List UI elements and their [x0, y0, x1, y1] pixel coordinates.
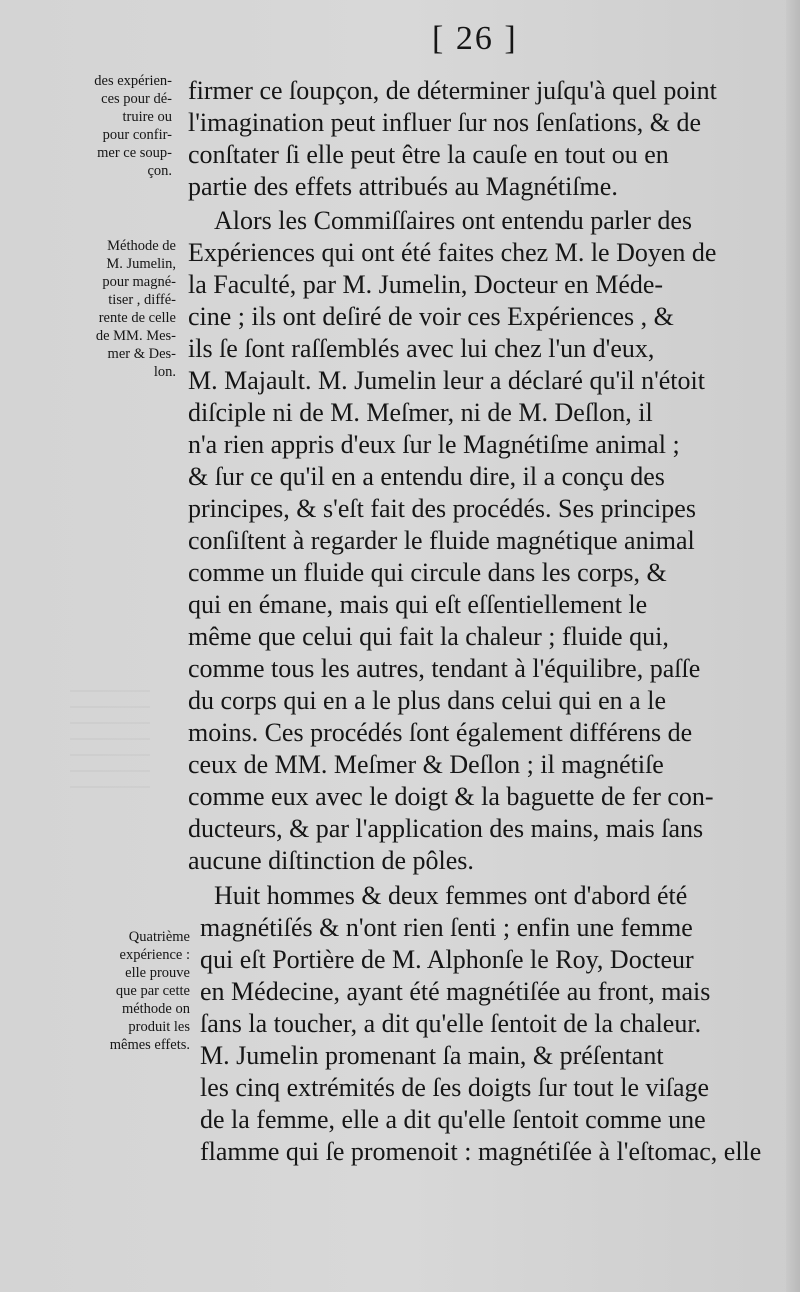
text-line: l'imagination peut influer ſur nos ſenſations, & de [188, 108, 702, 137]
text-line: M. Jumelin promenant ſa main, & préſentant [200, 1041, 664, 1070]
text-line: qui eſt Portière de M. Alphonſe le Roy, Docteur [200, 945, 694, 974]
page-number: [ 26 ] [432, 20, 518, 57]
text-line: magnétiſés & n'ont rien ſenti ; enfin une femme [200, 913, 693, 942]
text-line: Expériences qui ont été faites chez M. le Doyen de [188, 238, 717, 267]
text-line: comme un fluide qui circule dans les corps, & [188, 558, 667, 587]
text-line: qui en émane, mais qui eſt eſſentiellement le [188, 590, 648, 619]
text-line: cine ; ils ont deſiré de voir ces Expériences , & [188, 302, 674, 331]
text-line: comme eux avec le doigt & la baguette de fer con- [188, 782, 714, 811]
text-line: même que celui qui fait la chaleur ; fluide qui, [188, 622, 669, 651]
text-line: flamme qui ſe promenoit : magnétiſée à l'eſtomac, elle [200, 1137, 762, 1166]
margin-note-1: des expérien- ces pour dé- truire ou pour confir- mer ce soup- çon. [94, 73, 172, 179]
text-line: aucune diſtinction de pôles. [188, 846, 474, 875]
text-line: ſans la toucher, a dit qu'elle ſentoit de la chaleur. [200, 1009, 702, 1038]
text-line: partie des effets attribués au Magnétiſme. [188, 172, 618, 201]
text-line: n'a rien appris d'eux ſur le Magnétiſme animal ; [188, 430, 680, 459]
text-line: du corps qui en a le plus dans celui qui en a le [188, 686, 666, 715]
text-line: M. Majault. M. Jumelin leur a déclaré qu'il n'étoit [188, 366, 705, 395]
text-line: Alors les Commiſſaires ont entendu parler des [214, 206, 693, 235]
text-line: diſciple ni de M. Meſmer, ni de M. Deſlon, il [188, 398, 653, 427]
margin-note-2: Méthode de M. Jumelin, pour magné- tiser , diffé- rente de celle de MM. Mes- mer & Des- lon. [95, 238, 176, 380]
text-line: moins. Ces procédés ſont également différens de [188, 718, 693, 747]
text-line: de la femme, elle a dit qu'elle ſentoit comme une [200, 1105, 706, 1134]
text-line: ducteurs, & par l'application des mains, mais ſans [188, 814, 704, 843]
text-line: ils ſe ſont raſſemblés avec lui chez l'un d'eux, [188, 334, 655, 363]
text-line: comme tous les autres, tendant à l'équilibre, paſſe [188, 654, 701, 683]
text-line: Huit hommes & deux femmes ont d'abord été [214, 881, 688, 910]
text-line: conſtater ſi elle peut être la cauſe en tout ou en [188, 140, 669, 169]
text-line: ceux de MM. Meſmer & Deſlon ; il magnétiſe [188, 750, 664, 779]
page-edge-shadow [786, 0, 800, 1292]
margin-note-3: Quatrième expérience : elle prouve que par cette méthode on produit les mêmes effets. [109, 929, 190, 1053]
text-line: conſiſtent à regarder le fluide magnétique animal [188, 526, 695, 555]
show-through-text [70, 690, 150, 800]
text-line: & ſur ce qu'il en a entendu dire, il a conçu des [188, 462, 665, 491]
text-line: en Médecine, ayant été magnétiſée au front, mais [200, 977, 711, 1006]
text-line: firmer ce ſoupçon, de déterminer juſqu'à quel point [188, 76, 717, 105]
text-line: la Faculté, par M. Jumelin, Docteur en Méde- [188, 270, 664, 299]
text-line: principes, & s'eſt fait des procédés. Ses principes [188, 494, 696, 523]
text-line: les cinq extrémités de ſes doigts ſur tout le viſage [200, 1073, 710, 1102]
